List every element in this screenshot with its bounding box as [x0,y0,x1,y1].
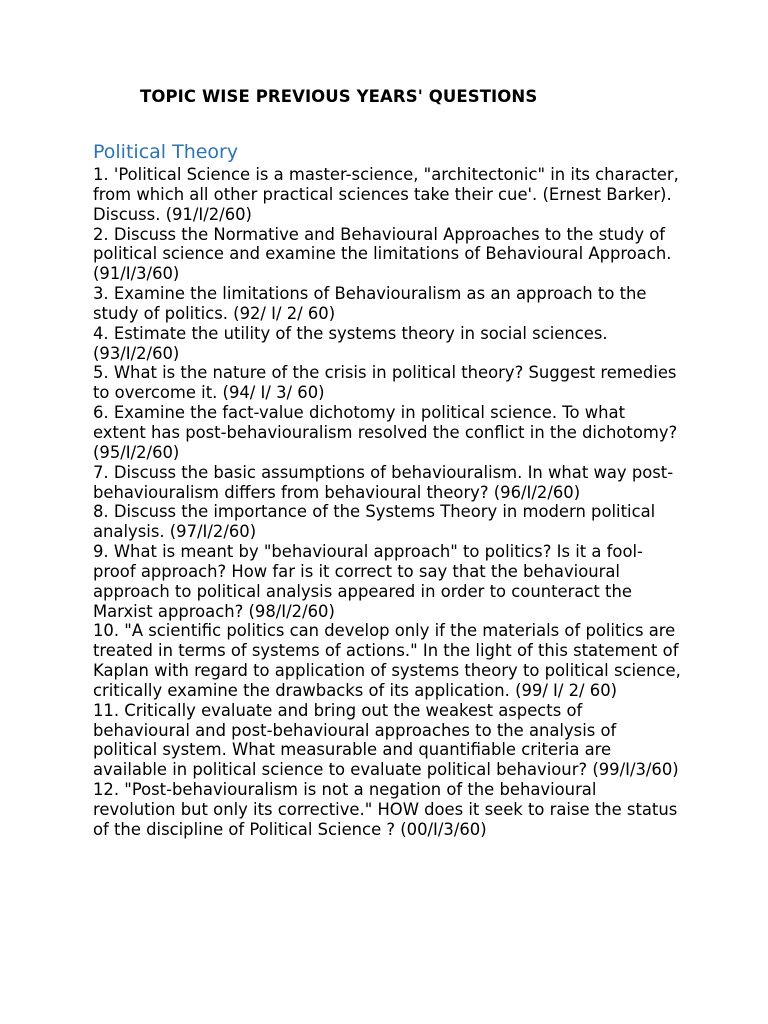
question-item: 2. Discuss the Normative and Behavioural Approaches to the study of political science and examine the limitations of Behavioural Approach. (91/I/3/60) [93,224,672,284]
question-list [93,165,683,840]
question-item: 11. Critically evaluate and bring out the weakest aspects of behavioural and post-behavioural approaches to the analysis of political system. What measurable and quantifiable criteria are available in political science to evaluate political behaviour? (99/I/3/60) [93,700,679,780]
question-item: 9. What is meant by "behavioural approach" to politics? Is it a fool-proof approach? How far is it correct to say that the behavioural approach to political analysis appeared in order to counteract the Marxist approach? (98/I/2/60) [93,542,643,621]
question-item: 4. Estimate the utility of the systems theory in social sciences. (93/I/2/60) [93,323,608,363]
question-item: 3. Examine the limitations of Behaviouralism as an approach to the study of politics. (92/ I/ 2/ 60) [93,284,647,323]
section-heading-political-theory: Political Theory [93,141,239,163]
document-title: TOPIC WISE PREVIOUS YEARS' QUESTIONS [140,87,538,106]
question-item: 10. "A scientific politics can develop only if the materials of politics are treated in terms of systems of actions." In the light of this statement of Kaplan with regard to application of systems theory to political science, critically examine the drawbacks of its application. (99/ I/ 2/ 60) [93,621,681,700]
question-item: 1. 'Political Science is a master-science, "architectonic" in its character, from which all other practical sciences take their cue'. (Ernest Barker). Discuss. (91/I/2/60) [93,165,679,224]
question-item: 5. What is the nature of the crisis in political theory? Suggest remedies to overcome it. (94/ I/ 3/ 60) [93,363,677,403]
question-item: 6. Examine the fact-value dichotomy in political science. To what extent has post-behaviouralism resolved the conflict in the dichotomy? (95/I/2/60) [93,403,678,462]
question-item: 8. Discuss the importance of the Systems Theory in modern political analysis. (97/I/2/60) [93,502,656,542]
question-item: 12. "Post-behaviouralism is not a negation of the behavioural revolution but only its corrective." HOW does it seek to raise the status of the discipline of Political Science ? (00/I/3/60) [93,780,678,839]
question-item: 7. Discuss the basic assumptions of behaviouralism. In what way post-behaviouralism differs from behavioural theory? (96/I/2/60) [93,462,674,502]
